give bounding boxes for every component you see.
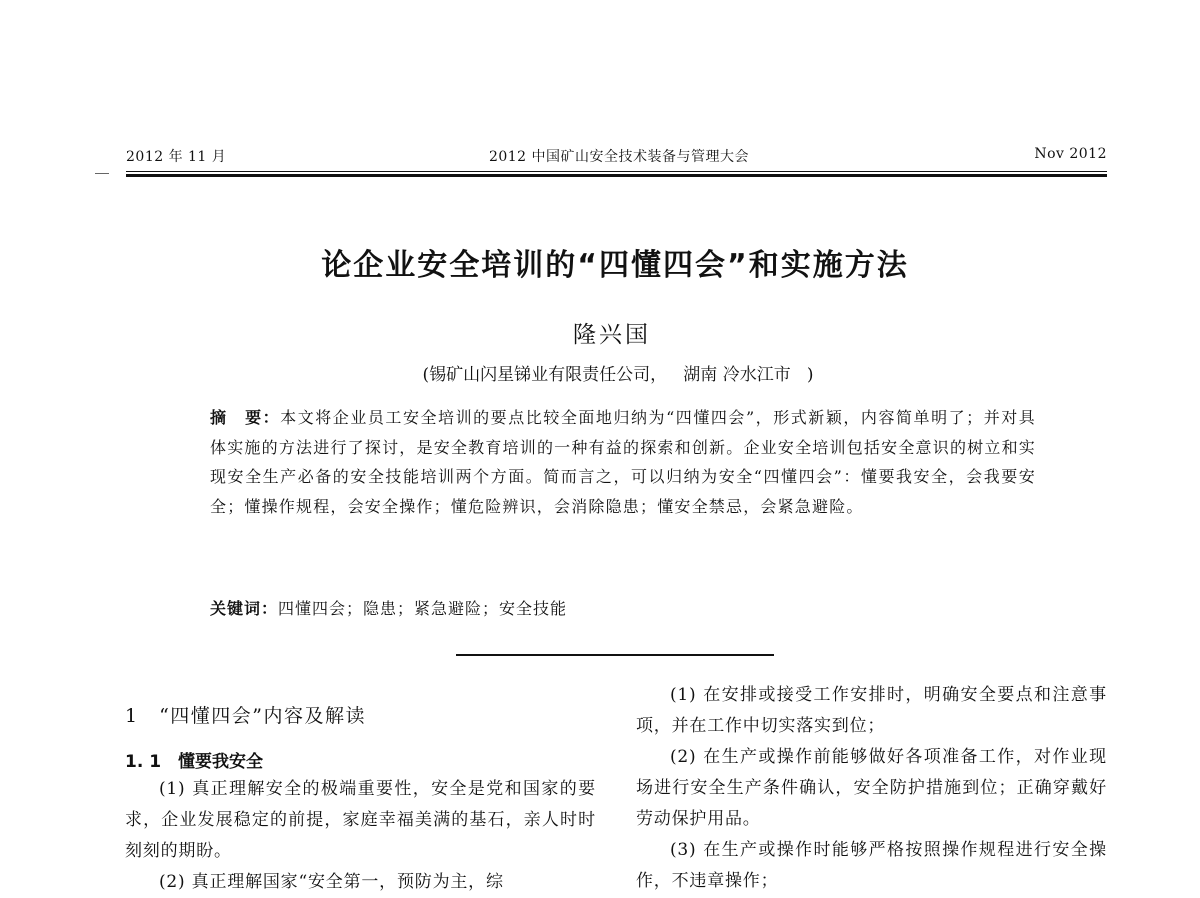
section-heading: 1 “四懂四会”内容及解读 (125, 705, 367, 727)
body-paragraph: (2) 真正理解国家“安全第一，预防为主，综 (159, 872, 504, 892)
body-paragraph: (1) 真正理解安全的极端重要性，安全是党和国家的要求，企业发展稳定的前提，家庭幸福美满的基石，亲人时时刻刻的期盼。 (125, 779, 596, 861)
running-header-date-en: Nov 2012 (1034, 146, 1107, 162)
body-paragraph: (3) 在生产或操作时能够严格按照操作规程进行安全操作，不违章操作； (636, 840, 1107, 891)
keywords-block (210, 596, 567, 619)
running-header-conference: 2012 中国矿山安全技术装备与管理大会 (488, 149, 750, 165)
article-author: 隆兴国 (573, 322, 651, 348)
abstract-label: 摘 要： (210, 408, 281, 427)
running-header-date: 2012 年 11 月 (126, 149, 227, 165)
body-paragraph: (1) 在安排或接受工作安排时，明确安全要点和注意事项，并在工作中切实落实到位； (636, 685, 1107, 736)
keywords-label: 关键词： (210, 599, 279, 618)
abstract-block (210, 403, 1036, 521)
abstract-text: 本文将企业员工安全培训的要点比较全面地归纳为“四懂四会”，形式新颖，内容简单明了；并对具体实施的方法进行了探讨，是安全教育培训的一种有益的探索和创新。企业安全培训包括安全意识的树立和实现安全生产必备的安全技能培训两个方面。简而言之，可以归纳为安全“四懂四会”：懂要我安全，会我要安全；懂操作规程，会安全操作；懂危险辨识，会消除隐患；懂安全禁忌，会紧急避险。 (210, 408, 1036, 516)
author-affiliation: (锡矿山闪星锑业有限责任公司， 湖南 冷水江市 ) (422, 365, 814, 385)
scan-mark (95, 173, 109, 174)
article-title: 论企业安全培训的“四懂四会”和实施方法 (321, 248, 909, 283)
section-separator (456, 654, 774, 656)
header-rule-thick (126, 174, 1107, 177)
body-paragraph: (2) 在生产或操作前能够做好各项准备工作，对作业现场进行安全生产条件确认，安全防护措施到位；正确穿戴好劳动保护用品。 (636, 747, 1107, 829)
header-rule-thin (126, 171, 1107, 172)
keywords-text: 四懂四会；隐患；紧急避险；安全技能 (278, 599, 568, 618)
subsection-heading: 1. 1 懂要我安全 (125, 752, 264, 772)
